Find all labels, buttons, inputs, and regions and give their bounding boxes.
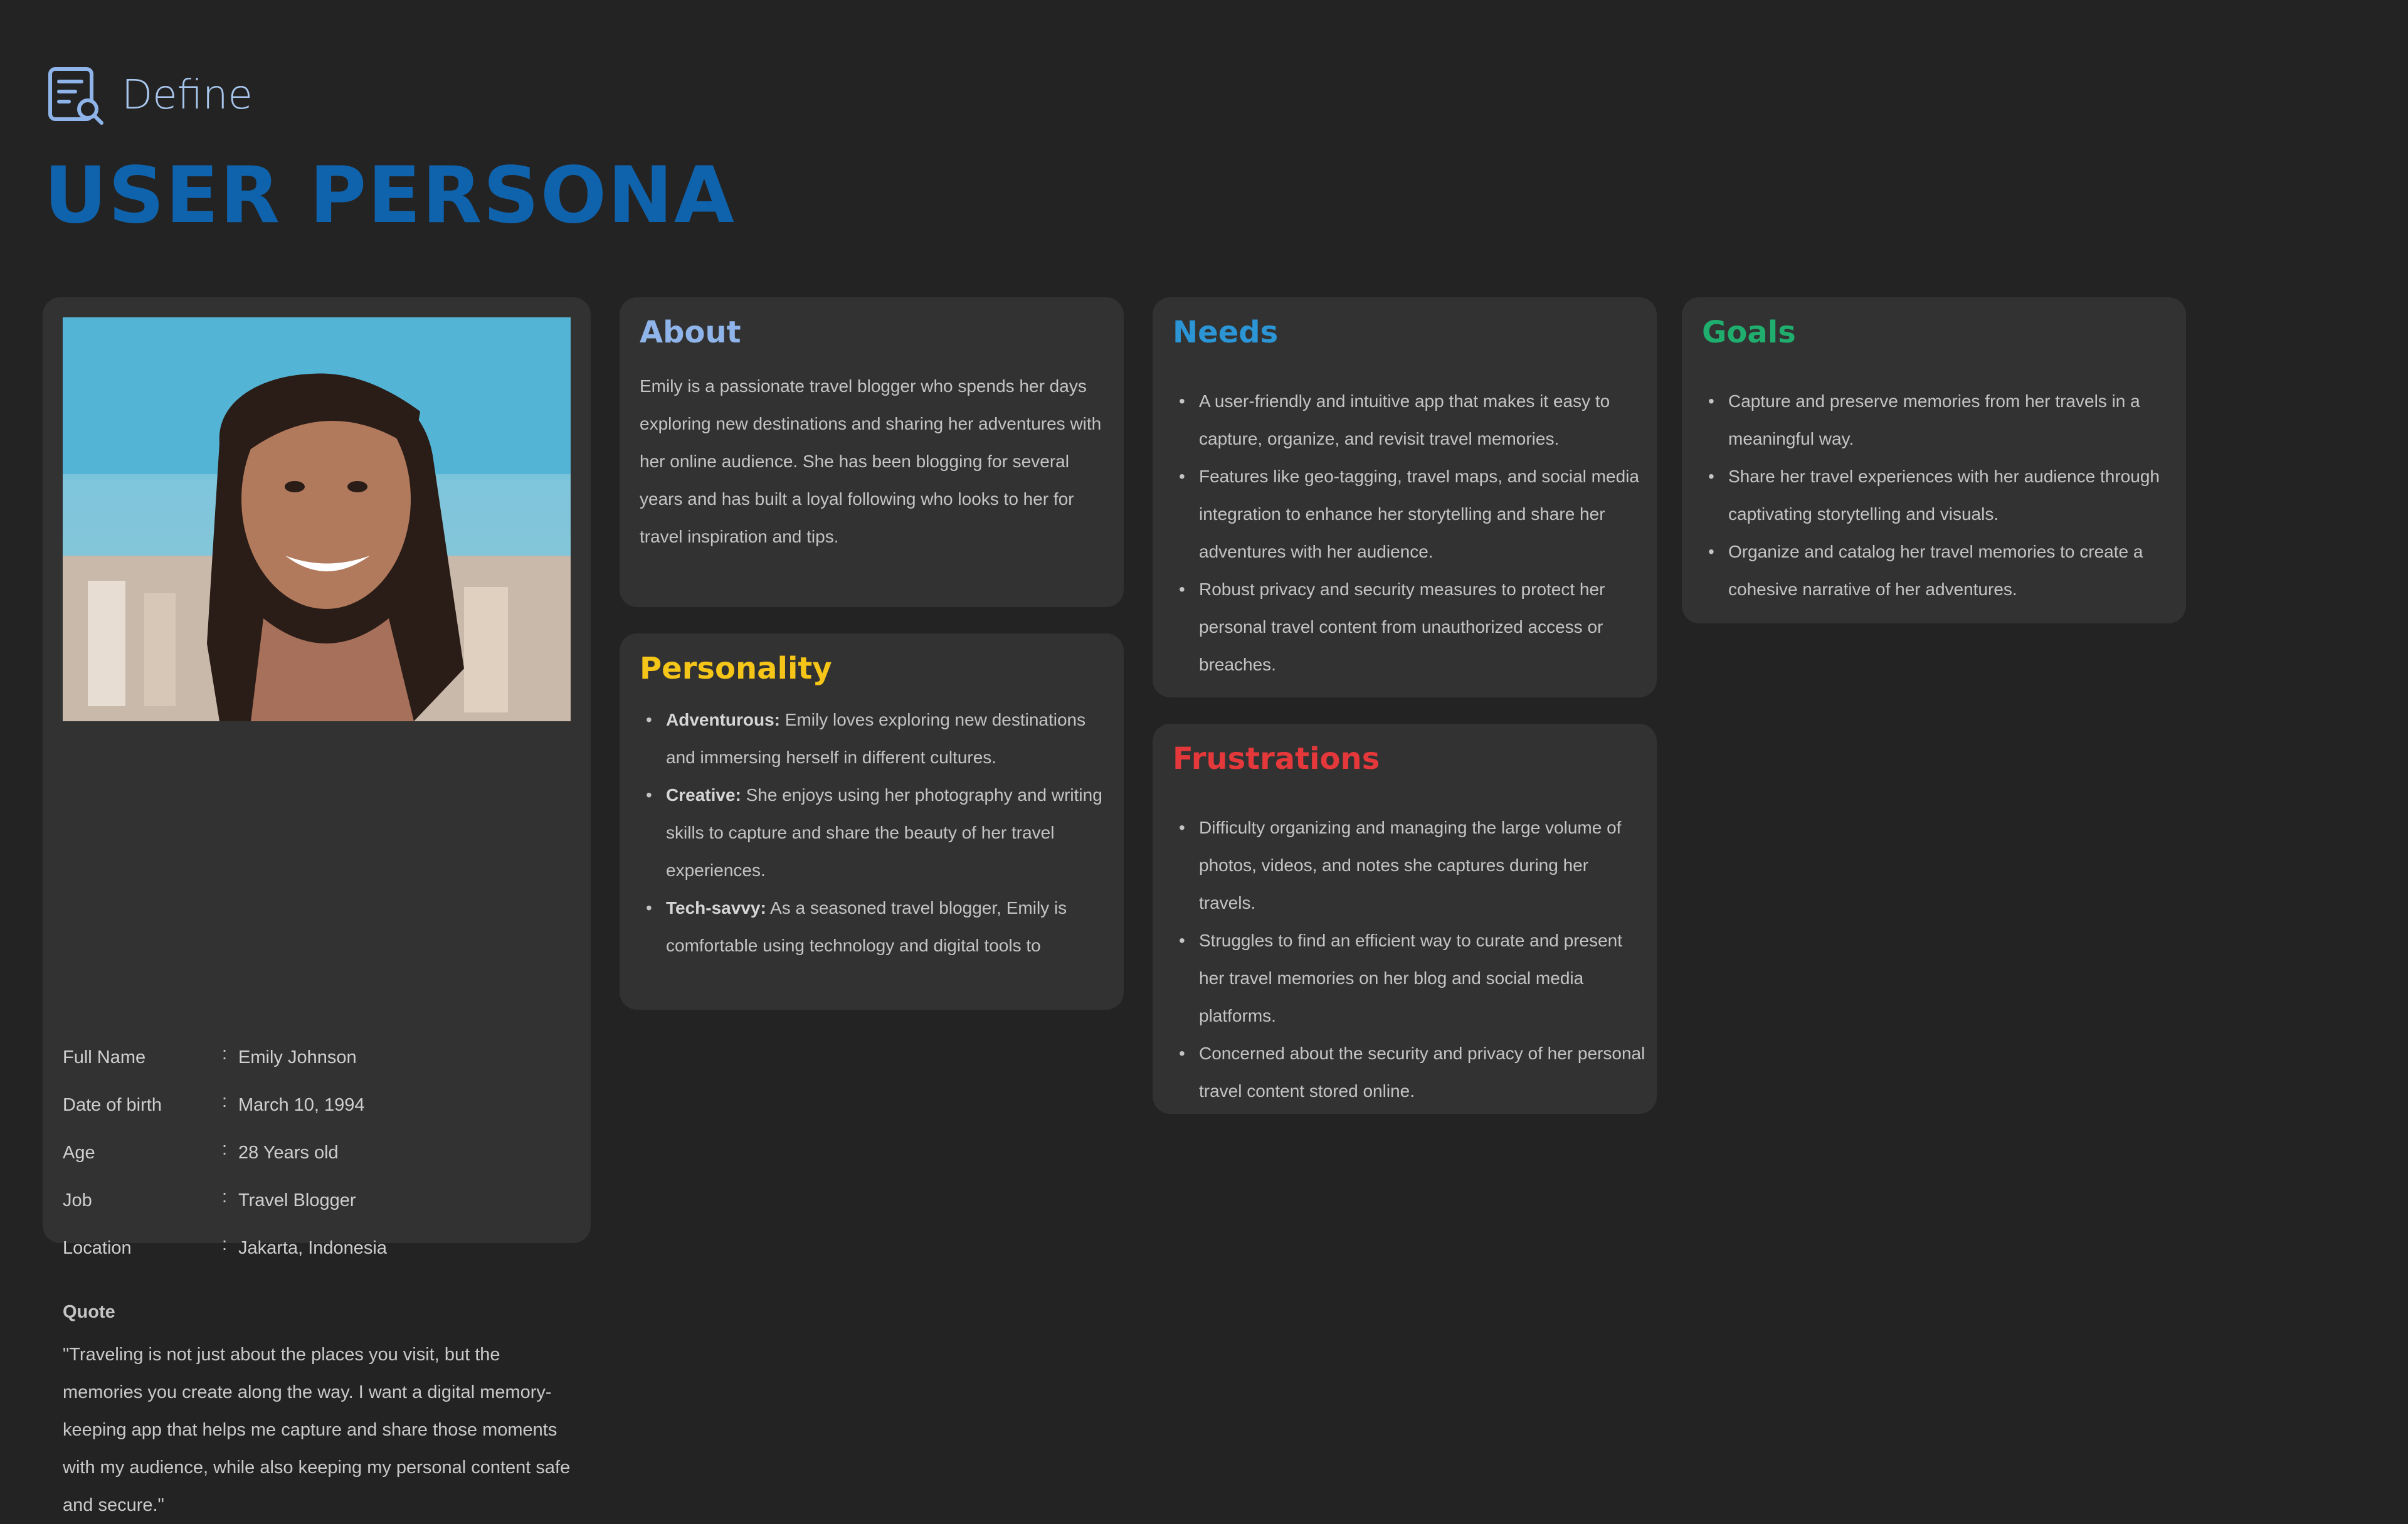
info-label: Job [63,1190,92,1210]
list-item: • Capture and preserve memories from her travels in a meaningful way. [1702,383,2178,458]
quote-title: Quote [63,1302,115,1322]
info-value: Emily Johnson [238,1047,357,1067]
list-item: • Robust privacy and security measures to protect her personal travel content from unauthorized access or breaches. [1173,571,1649,684]
trait-text: Emily loves exploring new destinations and immersing herself in different cultures. [666,710,1086,767]
goals-list [1702,383,2178,608]
info-label: Age [63,1143,95,1163]
info-separator: : [222,1234,228,1254]
list-item: • Features like geo-tagging, travel maps, and social media integration to enhance her storytelling and share her adventures with her audience. [1173,458,1649,571]
needs-list [1173,383,1649,684]
info-label: Location [63,1238,132,1258]
trait-name: Tech-savvy: [666,898,766,918]
section-header [46,65,253,125]
info-label: Date of birth [63,1095,162,1115]
info-separator: : [222,1091,228,1111]
info-separator: : [222,1139,228,1159]
frustrations-title: Frustrations [1173,741,1380,776]
needs-title: Needs [1173,315,1279,350]
personality-list [640,701,1116,965]
list-item: • Concerned about the security and privacy of her personal travel content stored online. [1173,1035,1649,1110]
goals-card [1682,297,2186,623]
about-card [620,297,1124,607]
about-text: Emily is a passionate travel blogger who spends her days exploring new destinations and sharing her adventures with her online audience. She has been blogging for several years and has built a loyal following who looks to her for travel inspiration and tips. [640,376,1102,546]
list-item [640,701,1116,776]
page-title: USER PERSONA [44,151,736,241]
info-row-location [63,1234,564,1276]
list-item [640,889,1116,965]
list-item: • A user-friendly and intuitive app that makes it easy to capture, organize, and revisit travel memories. [1173,383,1649,458]
section-label: Define [122,72,253,119]
list-item: • Struggles to find an efficient way to curate and present her travel memories on her blog and social media platforms. [1173,922,1649,1035]
document-search-icon [46,65,107,125]
quote-text: "Traveling is not just about the places you visit, but the memories you create along the way. I want a digital memory-keeping app that helps me capture and share those moments with my audience, while also keeping my personal content safe and secure." [63,1345,571,1515]
portrait-photo [63,317,571,721]
trait-name: Adventurous: [666,710,780,729]
frustrations-card [1153,724,1657,1114]
info-row-full-name [63,1044,564,1085]
info-row-date-of-birth [63,1091,564,1133]
about-title: About [640,315,741,350]
goals-title: Goals [1702,315,1796,350]
list-item: • Organize and catalog her travel memories to create a cohesive narrative of her adventures. [1702,533,2178,608]
personality-title: Personality [640,651,832,686]
needs-card [1153,297,1657,697]
list-item [640,776,1116,889]
list-item: • Share her travel experiences with her audience through captivating storytelling and visuals. [1702,458,2178,533]
trait-name: Creative: [666,785,741,805]
list-item: • Difficulty organizing and managing the large volume of photos, videos, and notes she captures during her travels. [1173,809,1649,922]
profile-card [43,297,591,1515]
personality-card [620,633,1124,1010]
info-row-job [63,1187,564,1228]
info-value: Travel Blogger [238,1190,356,1210]
info-value: 28 Years old [238,1143,339,1163]
info-value: Jakarta, Indonesia [238,1238,387,1258]
info-value: March 10, 1994 [238,1095,365,1115]
trait-text: As a seasoned travel blogger, Emily is comfortable using technology and digital tools to [666,898,1067,955]
info-separator: : [222,1044,228,1064]
frustrations-list [1173,809,1649,1110]
trait-text: She enjoys using her photography and writing skills to capture and share the beauty of her travel experiences. [666,785,1102,880]
info-row-age [63,1139,564,1180]
info-separator: : [222,1187,228,1207]
info-label: Full Name [63,1047,146,1067]
